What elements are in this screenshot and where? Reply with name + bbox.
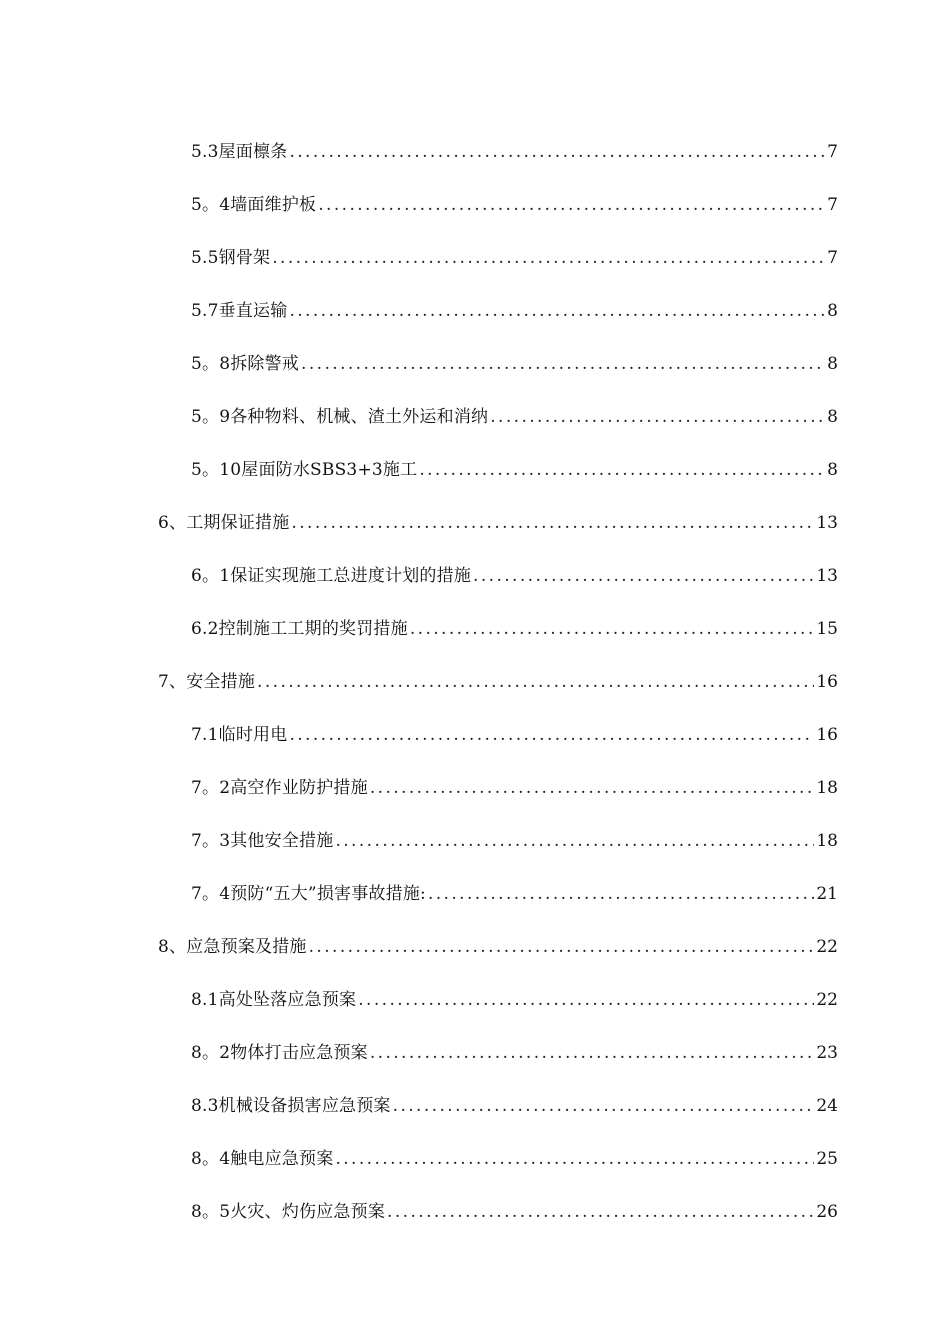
toc-entry-title: 7.1临时用电 [191,725,288,745]
toc-dot-leader [473,562,814,590]
toc-entry[interactable] [191,1145,838,1173]
toc-entry[interactable] [191,774,838,802]
toc-dot-leader [309,933,815,961]
toc-entry-title: 5。10屋面防水SBS3+3施工 [191,460,418,480]
toc-entry-title: 8。2物体打击应急预案 [191,1043,368,1063]
toc-entry[interactable] [191,456,838,484]
toc-dot-leader [289,297,825,325]
toc-entry-title: 7。4预防“五大”损害事故措施: [191,884,426,904]
toc-entry-title: 5.5钢骨架 [191,248,271,268]
toc-page-number: 8 [827,460,838,480]
toc-entry-title: 5。8拆除警戒 [191,354,300,374]
toc-entry-title: 8、应急预案及措施 [158,937,307,957]
toc-page-number: 15 [816,619,838,639]
toc-dot-leader [291,509,814,537]
toc-entry[interactable] [191,403,838,431]
toc-page-number: 18 [816,831,838,851]
toc-page-number: 22 [816,937,838,957]
toc-entry[interactable] [158,509,838,537]
toc-dot-leader [370,774,815,802]
toc-entry[interactable] [158,668,838,696]
toc-page-number: 23 [816,1043,838,1063]
toc-entry[interactable] [191,562,838,590]
toc-page-number: 13 [816,513,838,533]
toc-entry[interactable] [191,986,838,1014]
toc-entry-title: 6.2控制施工工期的奖罚措施 [191,619,408,639]
toc-entry[interactable] [191,880,838,908]
toc-page-number: 7 [827,195,838,215]
toc-entry[interactable] [191,1198,838,1226]
toc-dot-leader [370,1039,815,1067]
toc-dot-leader [257,668,814,696]
toc-entry-title: 5.7垂直运输 [191,301,288,321]
toc-dot-leader [358,986,814,1014]
toc-page-number: 25 [816,1149,838,1169]
toc-page-number: 22 [816,990,838,1010]
toc-entry[interactable] [191,1039,838,1067]
toc-entry[interactable] [191,191,838,219]
toc-entry-title: 8。4触电应急预案 [191,1149,334,1169]
toc-entry[interactable] [191,827,838,855]
toc-dot-leader [289,138,825,166]
toc-entry[interactable] [191,138,838,166]
toc-dot-leader [335,827,814,855]
toc-dot-leader [419,456,825,484]
toc-dot-leader [289,721,814,749]
toc-page-number: 8 [827,301,838,321]
toc-dot-leader [428,880,814,908]
toc-page-number: 8 [827,354,838,374]
toc-entry[interactable] [158,933,838,961]
toc-page-number: 21 [816,884,838,904]
toc-dot-leader [490,403,825,431]
toc-dot-leader [318,191,825,219]
toc-entry[interactable] [191,350,838,378]
toc-page-number: 8 [827,407,838,427]
toc-page-number: 18 [816,778,838,798]
toc-entry[interactable] [191,297,838,325]
toc-dot-leader [272,244,825,272]
toc-page-number: 13 [816,566,838,586]
toc-dot-leader [335,1145,814,1173]
toc-entry-title: 7、安全措施 [158,672,256,692]
toc-dot-leader [393,1092,815,1120]
toc-page-number: 7 [827,142,838,162]
toc-entry-title: 5。9各种物料、机械、渣土外运和消纳 [191,407,489,427]
toc-entry-title: 6。1保证实现施工总进度计划的措施 [191,566,472,586]
toc-entry-title: 6、工期保证措施 [158,513,290,533]
toc-entry[interactable] [191,1092,838,1120]
toc-entry-title: 7。3其他安全措施 [191,831,334,851]
toc-entry-title: 8.1高处坠落应急预案 [191,990,357,1010]
toc-dot-leader [410,615,815,643]
toc-entry[interactable] [191,615,838,643]
toc-dot-leader [387,1198,814,1226]
toc-page-number: 16 [816,672,838,692]
toc-page-number: 24 [816,1096,838,1116]
toc-entry[interactable] [191,244,838,272]
toc-entry-title: 8.3机械设备损害应急预案 [191,1096,391,1116]
toc-entry[interactable] [191,721,838,749]
toc-page-number: 16 [816,725,838,745]
toc-entry-title: 5。4墙面维护板 [191,195,317,215]
toc-dot-leader [301,350,825,378]
toc-page-number: 7 [827,248,838,268]
toc-page-number: 26 [816,1202,838,1222]
toc-entry-title: 8。5火灾、灼伤应急预案 [191,1202,386,1222]
toc-entry-title: 7。2高空作业防护措施 [191,778,368,798]
toc-entry-title: 5.3屋面檩条 [191,142,288,162]
